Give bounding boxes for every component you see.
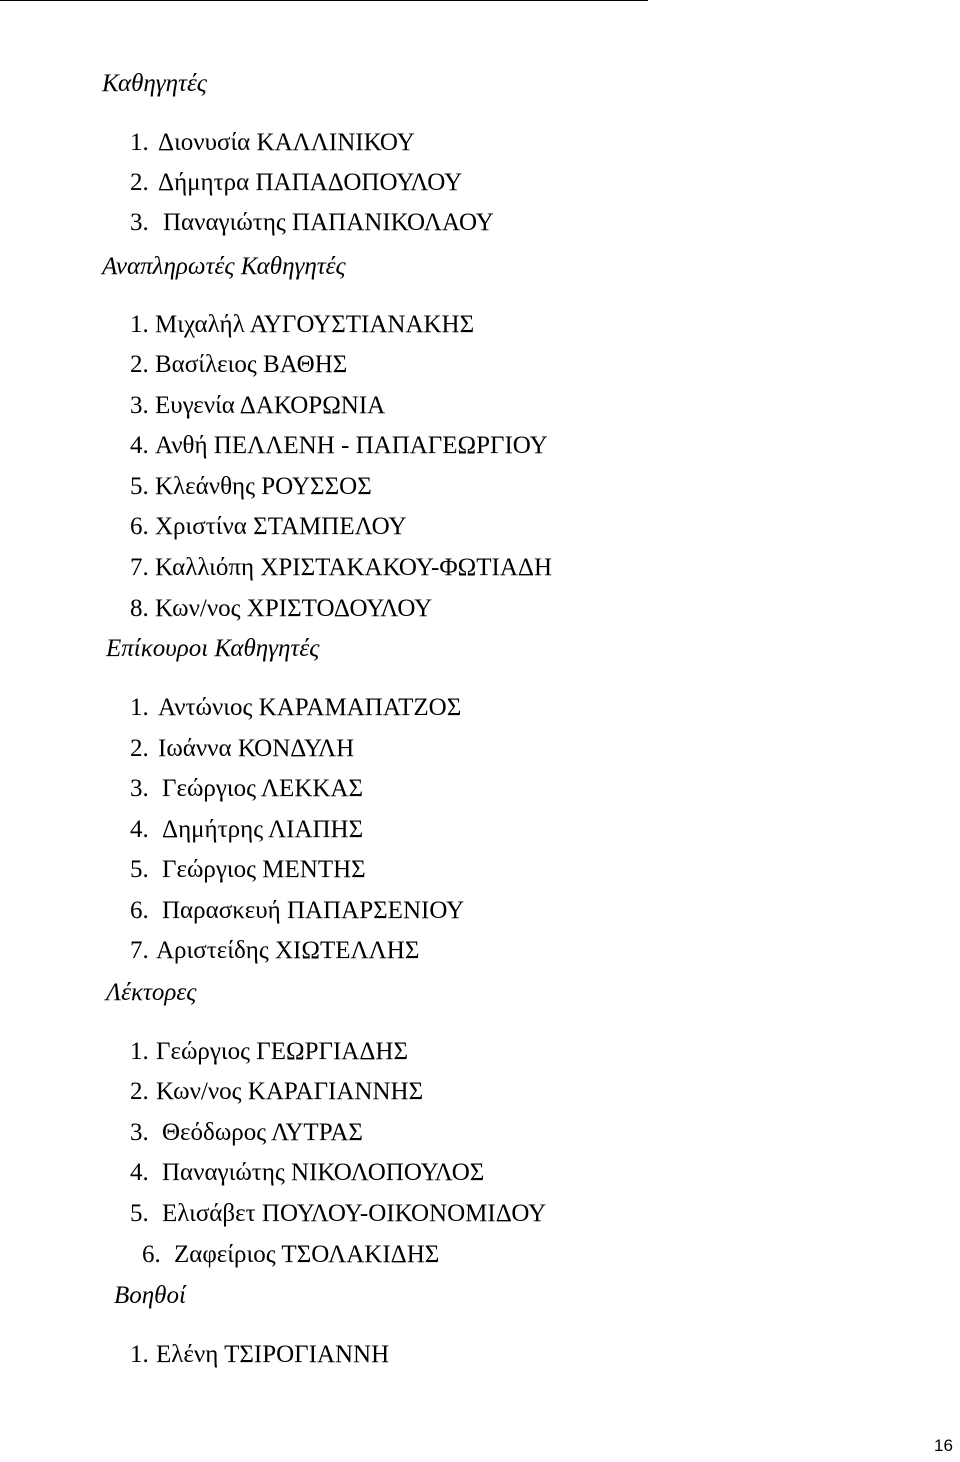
list-item-number: 1. <box>130 129 149 156</box>
list-item-number: 1. <box>130 1341 149 1368</box>
list-item <box>130 1118 363 1148</box>
page-number: 16 <box>934 1436 953 1455</box>
section-heading-professors: Καθηγητές <box>102 70 207 97</box>
list-item-number: 4. <box>130 432 149 459</box>
list-item-number: 8. <box>130 595 149 622</box>
list-item-number: 3. <box>130 1119 149 1146</box>
list-item <box>130 774 363 804</box>
list-item <box>130 472 372 502</box>
list-item-name: Ελένη ΤΣΙΡΟΓΙΑΝΝΗ <box>156 1341 390 1368</box>
list-item-number: 7. <box>130 554 149 581</box>
list-item <box>142 1240 439 1270</box>
list-item <box>130 1077 423 1107</box>
list-item-name: Ιωάννα ΚΟΝΔΥΛΗ <box>158 735 355 762</box>
list-item-number: 4. <box>130 816 149 843</box>
list-item <box>130 128 415 158</box>
list-item-number: 1. <box>130 311 149 338</box>
section-heading-lecturers: Λέκτορες <box>106 979 197 1006</box>
list-item <box>130 896 464 926</box>
list-item-number: 4. <box>130 1159 149 1186</box>
list-item-number: 7. <box>130 937 149 964</box>
list-item-number: 5. <box>130 1200 149 1227</box>
list-item-name: Ζαφείριος ΤΣΟΛΑΚΙΔΗΣ <box>174 1241 440 1268</box>
list-item <box>130 815 363 845</box>
list-item <box>130 168 462 198</box>
section-heading-assistant-professors: Επίκουροι Καθηγητές <box>106 635 320 662</box>
list-item-number: 1. <box>130 1038 149 1065</box>
list-item-name: Μιχαλήλ ΑΥΓΟΥΣΤΙΑΝΑΚΗΣ <box>155 311 475 338</box>
list-item-number: 2. <box>130 1078 149 1105</box>
list-item-name: Γεώργιος ΜΕΝΤΗΣ <box>162 856 366 883</box>
list-item-number: 1. <box>130 694 149 721</box>
list-item-number: 5. <box>130 856 149 883</box>
list-item-number: 6. <box>130 897 149 924</box>
list-item-number: 2. <box>130 735 149 762</box>
list-item-name: Διονυσία ΚΑΛΛΙΝΙΚΟΥ <box>158 129 415 156</box>
list-item-number: 3. <box>130 775 149 802</box>
section-heading-assistants: Βοηθοί <box>114 1282 186 1309</box>
list-item-number: 3. <box>130 392 149 419</box>
list-item <box>130 512 407 542</box>
list-item <box>130 208 494 238</box>
list-item-name: Θεόδωρος ΛΥΤΡΑΣ <box>162 1119 363 1146</box>
list-item-name: Ευγενία ΔΑΚΟΡΩΝΙΑ <box>155 392 386 419</box>
list-item-name: Παναγιώτης ΠΑΠΑΝΙΚΟΛΑΟΥ <box>163 209 494 236</box>
list-item-number: 3. <box>130 209 149 236</box>
list-item <box>130 1199 546 1229</box>
list-item <box>130 936 419 966</box>
list-item-name: Παναγιώτης ΝΙΚΟΛΟΠΟΥΛΟΣ <box>162 1159 485 1186</box>
list-item <box>130 391 385 421</box>
list-item <box>130 1340 389 1370</box>
list-item-name: Καλλιόπη ΧΡΙΣΤΑΚΑΚΟΥ-ΦΩΤΙΑΔΗ <box>155 554 553 581</box>
list-item-name: Κων/νος ΚΑΡΑΓΙΑΝΝΗΣ <box>156 1078 424 1105</box>
list-item-name: Ανθή ΠΕΛΛΕΝΗ - ΠΑΠΑΓΕΩΡΓΙΟΥ <box>155 432 548 459</box>
list-item-number: 6. <box>130 513 149 540</box>
top-rule <box>0 0 648 1</box>
list-item-name: Παρασκευή ΠΑΠΑΡΣΕΝΙΟΥ <box>162 897 465 924</box>
list-item-number: 2. <box>130 351 149 378</box>
list-item-name: Αντώνιος ΚΑΡΑΜΑΠΑΤΖΟΣ <box>158 694 462 721</box>
list-item <box>130 310 474 340</box>
list-item-name: Χριστίνα ΣΤΑΜΠΕΛΟΥ <box>155 513 407 540</box>
list-item <box>130 1158 484 1188</box>
list-item <box>130 594 432 624</box>
list-item-name: Κων/νος ΧΡΙΣΤΟΔΟΥΛΟΥ <box>155 595 433 622</box>
list-item-name: Γεώργιος ΛΕΚΚΑΣ <box>162 775 364 802</box>
list-item <box>130 693 461 723</box>
list-item <box>130 553 552 583</box>
list-item <box>130 1037 408 1067</box>
list-item-name: Ελισάβετ ΠΟΥΛΟΥ-ΟΙΚΟΝΟΜΙΔΟΥ <box>162 1200 547 1227</box>
list-item <box>130 350 347 380</box>
section-heading-associate-professors: Αναπληρωτές Καθηγητές <box>102 253 346 280</box>
list-item <box>130 855 366 885</box>
list-item <box>130 431 548 461</box>
list-item-name: Γεώργιος ΓΕΩΡΓΙΑΔΗΣ <box>156 1038 409 1065</box>
list-item-number: 5. <box>130 473 149 500</box>
list-item-name: Αριστείδης ΧΙΩΤΕΛΛΗΣ <box>156 937 420 964</box>
list-item-name: Κλεάνθης ΡΟΥΣΣΟΣ <box>155 473 372 500</box>
list-item-number: 2. <box>130 169 149 196</box>
list-item-name: Βασίλειος ΒΑΘΗΣ <box>155 351 348 378</box>
list-item-name: Δήμητρα ΠΑΠΑΔΟΠΟΥΛΟΥ <box>158 169 463 196</box>
list-item-number: 6. <box>142 1241 161 1268</box>
list-item <box>130 734 354 764</box>
list-item-name: Δημήτρης ΛΙΑΠΗΣ <box>162 816 364 843</box>
